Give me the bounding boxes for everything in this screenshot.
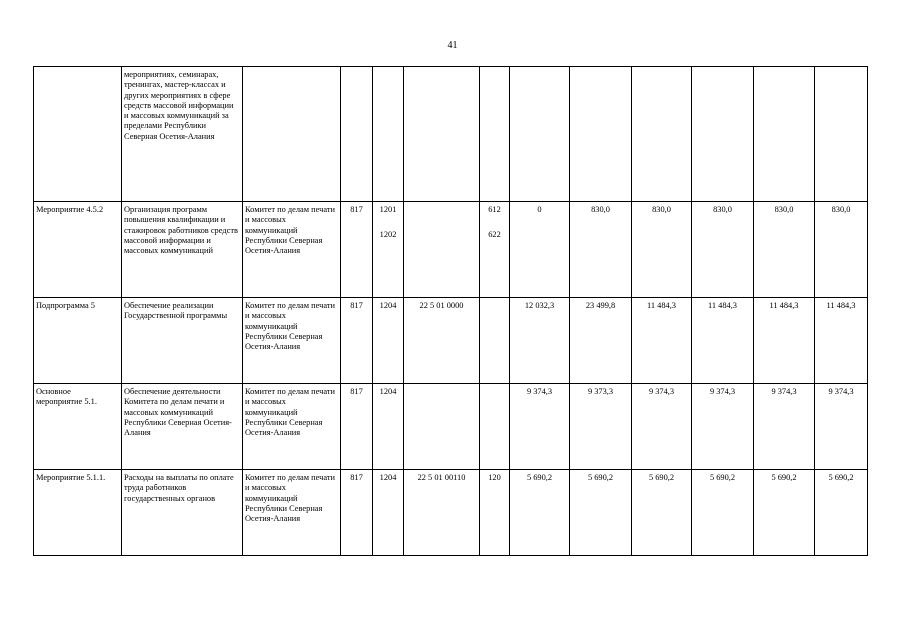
- amount-cell: 5 690,2: [815, 470, 868, 556]
- table-row: [34, 470, 868, 556]
- target-article-cell: 22 5 01 0000: [404, 298, 480, 384]
- amount-cell: 11 484,3: [692, 298, 754, 384]
- amount-cell: 830,0: [570, 202, 632, 298]
- amount-cell: 11 484,3: [632, 298, 692, 384]
- executor-cell: Комитет по делам печати и массовых коммуникаций Республики Северная Осетия-Алания: [243, 298, 341, 384]
- amount-cell: 23 499,8: [570, 298, 632, 384]
- grbs-cell: [341, 67, 373, 202]
- expense-type-cell: [480, 298, 510, 384]
- executor-cell: Комитет по делам печати и массовых коммуникаций Республики Северная Осетия-Алания: [243, 470, 341, 556]
- table-row: [34, 384, 868, 470]
- amount-cell: 5 690,2: [510, 470, 570, 556]
- section-cell: 1204: [373, 470, 404, 556]
- amount-cell: 5 690,2: [754, 470, 815, 556]
- expense-type-code: 622: [488, 230, 501, 240]
- table-row: [34, 202, 868, 298]
- target-article-cell: [404, 202, 480, 298]
- amount-cell: 0: [510, 202, 570, 298]
- section-cell: [373, 202, 404, 298]
- amount-cell: 5 690,2: [570, 470, 632, 556]
- program-id-cell: Мероприятие 4.5.2: [34, 202, 122, 298]
- section-cell: [373, 67, 404, 202]
- amount-cell: 9 374,3: [510, 384, 570, 470]
- amount-cell: [692, 67, 754, 202]
- amount-cell: 12 032,3: [510, 298, 570, 384]
- expense-type-cell: [480, 202, 510, 298]
- amount-cell: [815, 67, 868, 202]
- amount-cell: 9 374,3: [754, 384, 815, 470]
- section-code: 1202: [379, 230, 397, 240]
- grbs-cell: 817: [341, 384, 373, 470]
- description-cell: Организация программ повышения квалификации и стажировок работников средств массовой информации и массовых коммуникаций: [122, 202, 243, 298]
- description-cell: Обеспечение деятельности Комитета по делам печати и массовых коммуникаций Республики Северная Осетия-Алания: [122, 384, 243, 470]
- expense-type-cell: [480, 384, 510, 470]
- description-cell: Обеспечение реализации Государственной программы: [122, 298, 243, 384]
- amount-cell: [570, 67, 632, 202]
- section-code: 1201: [379, 205, 397, 214]
- executor-cell: [243, 67, 341, 202]
- amount-cell: 830,0: [754, 202, 815, 298]
- description-cell: Расходы на выплаты по оплате труда работников государственных органов: [122, 470, 243, 556]
- expense-type-code: 612: [488, 205, 501, 214]
- amount-cell: 11 484,3: [754, 298, 815, 384]
- amount-cell: 5 690,2: [632, 470, 692, 556]
- page-number: 41: [447, 40, 458, 51]
- amount-cell: [754, 67, 815, 202]
- amount-cell: [510, 67, 570, 202]
- executor-cell: Комитет по делам печати и массовых коммуникаций Республики Северная Осетия-Алания: [243, 202, 341, 298]
- amount-cell: 5 690,2: [692, 470, 754, 556]
- program-id-cell: [34, 67, 122, 202]
- section-cell: 1204: [373, 384, 404, 470]
- program-id-cell: Мероприятие 5.1.1.: [34, 470, 122, 556]
- amount-cell: 9 374,3: [815, 384, 868, 470]
- description-cell: мероприятиях, семинарах, тренингах, мастер-классах и других мероприятиях в сфере средств массовой информации и массовых коммуникаций за пределами Республики Северная Осетия-Алания: [122, 67, 243, 202]
- amount-cell: 830,0: [632, 202, 692, 298]
- program-id-cell: Основное мероприятие 5.1.: [34, 384, 122, 470]
- target-article-cell: 22 5 01 00110: [404, 470, 480, 556]
- section-cell: 1204: [373, 298, 404, 384]
- target-article-cell: [404, 67, 480, 202]
- grbs-cell: 817: [341, 470, 373, 556]
- amount-cell: [632, 67, 692, 202]
- budget-table: [33, 66, 868, 556]
- expense-type-cell: 120: [480, 470, 510, 556]
- amount-cell: 830,0: [815, 202, 868, 298]
- amount-cell: 9 374,3: [692, 384, 754, 470]
- amount-cell: 830,0: [692, 202, 754, 298]
- amount-cell: 9 373,3: [570, 384, 632, 470]
- expense-type-cell: [480, 67, 510, 202]
- target-article-cell: [404, 384, 480, 470]
- grbs-cell: 817: [341, 202, 373, 298]
- amount-cell: 9 374,3: [632, 384, 692, 470]
- grbs-cell: 817: [341, 298, 373, 384]
- table-row: [34, 298, 868, 384]
- executor-cell: Комитет по делам печати и массовых коммуникаций Республики Северная Осетия-Алания: [243, 384, 341, 470]
- table-row: [34, 67, 868, 202]
- program-id-cell: Подпрограмма 5: [34, 298, 122, 384]
- amount-cell: 11 484,3: [815, 298, 868, 384]
